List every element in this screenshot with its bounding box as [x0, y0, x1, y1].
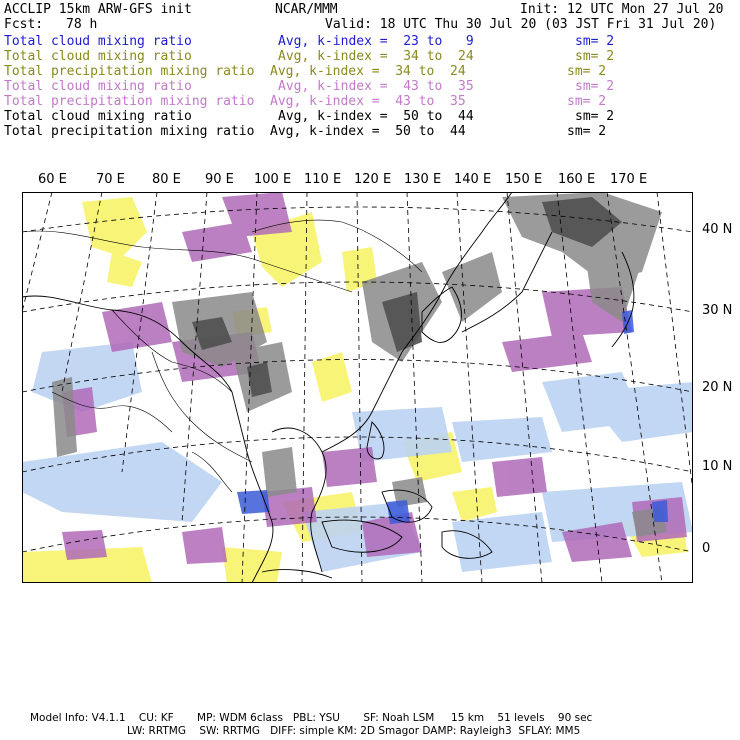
- lon-label: 170 E: [610, 172, 648, 187]
- legend-avg-5: Avg, k-index = 43 to 35: [270, 94, 466, 109]
- legend-field-3: Total precipitation mixing ratio: [4, 64, 255, 79]
- model-info-line1: Model Info: V4.1.1 CU: KF MP: WDM 6class PBL: YSU SF: Noah LSM 15 km 51 levels 90 sec: [30, 712, 593, 724]
- legend-sm-6: sm= 2: [575, 109, 615, 124]
- lon-label: 80 E: [152, 172, 181, 187]
- lon-label: 70 E: [96, 172, 125, 187]
- legend-field-7: Total precipitation mixing ratio: [4, 124, 255, 139]
- legend-sm-5: sm= 2: [567, 94, 607, 109]
- fcst-value: 78 h: [66, 17, 98, 32]
- legend-avg-6: Avg, k-index = 50 to 44: [278, 109, 474, 124]
- lon-label: 130 E: [404, 172, 442, 187]
- legend-field-4: Total cloud mixing ratio: [4, 79, 192, 94]
- lat-label: 30 N: [702, 303, 733, 318]
- lat-label: 0: [702, 541, 711, 556]
- legend-avg-4: Avg, k-index = 43 to 35: [278, 79, 474, 94]
- valid-time: Valid: 18 UTC Thu 30 Jul 20 (03 JST Fri 31 Jul 20): [325, 17, 717, 32]
- legend-sm-7: sm= 2: [567, 124, 607, 139]
- lon-label: 100 E: [254, 172, 292, 187]
- lat-label: 20 N: [702, 380, 733, 395]
- legend-avg-2: Avg, k-index = 34 to 24: [278, 49, 474, 64]
- legend-sm-3: sm= 2: [567, 64, 607, 79]
- fcst-label: Fcst:: [4, 17, 44, 32]
- legend-field-6: Total cloud mixing ratio: [4, 109, 192, 124]
- legend-sm-4: sm= 2: [575, 79, 615, 94]
- legend-field-5: Total precipitation mixing ratio: [4, 94, 255, 109]
- init-time: Init: 12 UTC Mon 27 Jul 20: [520, 2, 724, 17]
- lon-label: 150 E: [505, 172, 543, 187]
- legend-field-2: Total cloud mixing ratio: [4, 49, 192, 64]
- legend-avg-1: Avg, k-index = 23 to 9: [278, 34, 474, 49]
- model-info-line2: LW: RRTMG SW: RRTMG DIFF: simple KM: 2D Smagor DAMP: Rayleigh3 SFLAY: MM5: [127, 725, 581, 737]
- lat-label: 40 N: [702, 222, 733, 237]
- legend-field-1: Total cloud mixing ratio: [4, 34, 192, 49]
- lon-label: 110 E: [304, 172, 342, 187]
- lon-label: 90 E: [205, 172, 234, 187]
- legend-sm-1: sm= 2: [575, 34, 615, 49]
- forecast-map: [22, 192, 693, 583]
- lon-label: 60 E: [38, 172, 67, 187]
- lon-label: 120 E: [354, 172, 392, 187]
- legend-avg-7: Avg, k-index = 50 to 44: [270, 124, 466, 139]
- legend-avg-3: Avg, k-index = 34 to 24: [270, 64, 466, 79]
- lat-label: 10 N: [702, 459, 733, 474]
- lon-label: 140 E: [454, 172, 492, 187]
- legend-sm-2: sm= 2: [575, 49, 615, 64]
- lon-label: 160 E: [558, 172, 596, 187]
- model-title: ACCLIP 15km ARW-GFS init: [4, 2, 192, 17]
- center-label: NCAR/MMM: [275, 2, 338, 17]
